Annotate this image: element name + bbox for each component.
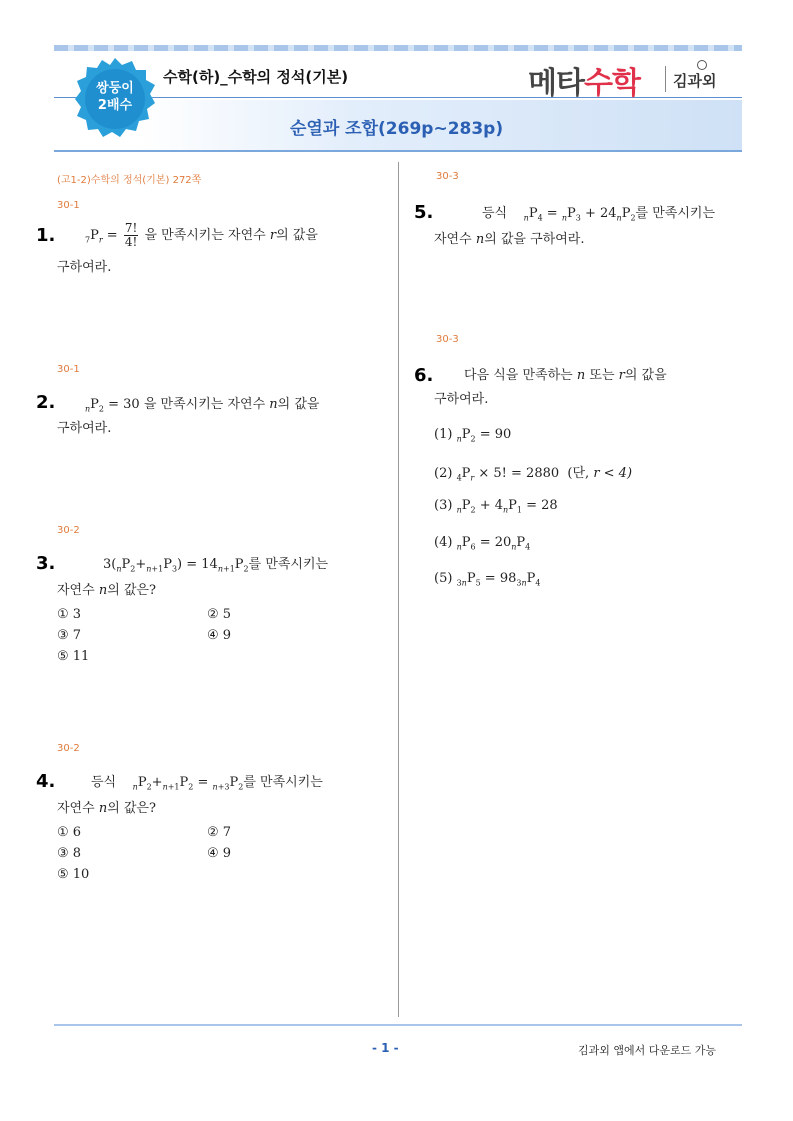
q6-item-2: [434, 462, 632, 483]
person-icon: [697, 60, 707, 70]
q2-formula: $_nP_2 = 30$: [85, 397, 140, 414]
q6-item-5-label: (5): [434, 571, 453, 586]
q6-item-4-label: (4): [434, 535, 453, 550]
q4-line2-b: 의 값은?: [107, 801, 156, 816]
q4-choice-3: ③ 8: [57, 846, 82, 861]
q6-item-4-formula: $_nP_6 = 20_nP_4$: [456, 535, 531, 552]
q3-var: n: [98, 583, 108, 598]
q3-formula: $3(_nP_2+_{n+1}P_3) = 14_{n+1}P_2$: [103, 557, 249, 574]
header-stripe: [54, 45, 742, 51]
q5-line2-a: 자연수: [434, 232, 476, 247]
q2-line2: 구하여라.: [57, 421, 112, 436]
q6-var1: n: [576, 368, 586, 383]
q6-item-2-formula: $_4P_r \times 5$! = 2880: [456, 466, 560, 483]
q3-line2-a: 자연수: [57, 583, 99, 598]
q4-lead: 등식: [91, 775, 117, 790]
q2-number: 2.: [36, 392, 56, 413]
q5-line2: [434, 226, 585, 254]
q6-item-2-tail: (단,: [567, 466, 594, 481]
q6-var2: r: [618, 368, 625, 383]
document-title: 수학(하)_수학의 정석(기본): [163, 68, 349, 86]
q5-formula: $_nP_4 = _nP_3 + 24_nP_2$: [523, 206, 636, 223]
q3-number: 3.: [36, 553, 56, 574]
header-bottom-line: [54, 150, 742, 152]
q4-code: 30-2: [57, 743, 80, 754]
brand-logo: [528, 58, 640, 102]
q6-item-3-label: (3): [434, 498, 453, 513]
q3-choice-4: ④ 9: [207, 628, 232, 643]
q1-after2: 의 값을: [276, 228, 318, 243]
q2-code: 30-1: [57, 364, 80, 375]
q6-mid: 또는: [585, 368, 619, 383]
q2-var: n: [269, 397, 278, 412]
q6-lead: 다음 식을 만족하는: [464, 368, 577, 383]
section-title: 순열과 조합(269p~283p): [290, 119, 504, 139]
q4-line2-a: 자연수: [57, 801, 99, 816]
q3-choice-3: ③ 7: [57, 628, 82, 643]
q3-code: 30-2: [57, 525, 80, 536]
q4-choice-2: ② 7: [207, 825, 232, 840]
q6-item-2-cond: r < 4): [593, 466, 633, 481]
footer-divider: [54, 1024, 742, 1026]
q5-var: n: [475, 232, 485, 247]
q5-after: 를 만족시키는: [635, 206, 716, 221]
q5-number: 5.: [414, 202, 434, 223]
q6-line2: 구하여라.: [434, 392, 489, 407]
q1-number: 1.: [36, 225, 56, 246]
page-number: - 1 -: [372, 1041, 399, 1055]
q4-var: n: [98, 801, 108, 816]
badge-line-2: 2배수: [97, 98, 133, 113]
column-divider: [398, 162, 399, 1017]
q4-after: 를 만족시키는: [243, 775, 323, 790]
q6-item-5: [434, 571, 540, 588]
q3-choice-5: ⑤ 11: [57, 649, 90, 664]
q4-formula: $_nP_2+_{n+1}P_2 = _{n+3}P_2$: [132, 775, 244, 792]
q1-text: [85, 222, 318, 255]
logo-left-text: 메타: [528, 66, 584, 101]
badge-label: [72, 80, 158, 114]
q6-item-4: [434, 535, 530, 552]
q3-line2-b: 의 값은?: [107, 583, 156, 598]
q4-choice-4: ④ 9: [207, 846, 232, 861]
q6-item-3: [434, 498, 558, 515]
q1-var: r: [269, 228, 277, 243]
q1-line2: 구하여라.: [57, 260, 112, 275]
badge-line-1: 쌍둥이: [96, 81, 134, 96]
q6-code: 30-3: [436, 334, 459, 345]
q6-item-5-formula: $_{3n}P_5 = 98_{3n}P_4$: [456, 571, 541, 588]
q2-eq: = 30: [108, 397, 140, 412]
q6-item-3-formula: $_nP_2 + 4_nP_1 = 28$: [456, 498, 558, 515]
q4-choice-5: ⑤ 10: [57, 867, 90, 882]
q4-number: 4.: [36, 771, 56, 792]
q1-after: 을 만족시키는 자연수: [140, 228, 270, 243]
q6-item-1-formula: $_nP_2 = 90$: [456, 427, 512, 444]
q6-number: 6.: [414, 365, 434, 386]
logo-right-text: 수학: [583, 66, 640, 101]
q4-line2: [57, 795, 156, 823]
q3-choice-1: ① 3: [57, 607, 82, 622]
q6-text: [464, 362, 667, 390]
q3-after: 를 만족시키는: [248, 557, 329, 572]
q2-after: 을 만족시키는 자연수: [139, 397, 270, 412]
logo-separator: [665, 66, 666, 92]
q1-formula: $_7P_r$ = $\frac{7!}{4!}$: [85, 221, 138, 249]
q5-lead: 등식: [482, 206, 508, 221]
logo-sub-text: 김과외: [673, 72, 717, 90]
q2-text: [85, 391, 319, 424]
source-reference: (고1-2)수학의 정석(기본) 272쪽: [57, 175, 202, 186]
q6-after: 의 값을: [624, 368, 667, 383]
q1-code: 30-1: [57, 200, 80, 211]
q6-item-2-label: (2): [434, 466, 453, 481]
q4-choice-1: ① 6: [57, 825, 82, 840]
footer-note: 김과외 앱에서 다운로드 가능: [578, 1044, 717, 1057]
q3-choice-2: ② 5: [207, 607, 232, 622]
q3-line2: [57, 577, 156, 605]
q6-item-1-label: (1): [434, 427, 453, 442]
q2-after2: 의 값을: [277, 397, 320, 412]
q6-item-1: [434, 427, 511, 444]
q5-code: 30-3: [436, 171, 459, 182]
q5-line2-b: 의 값을 구하여라.: [484, 232, 585, 247]
